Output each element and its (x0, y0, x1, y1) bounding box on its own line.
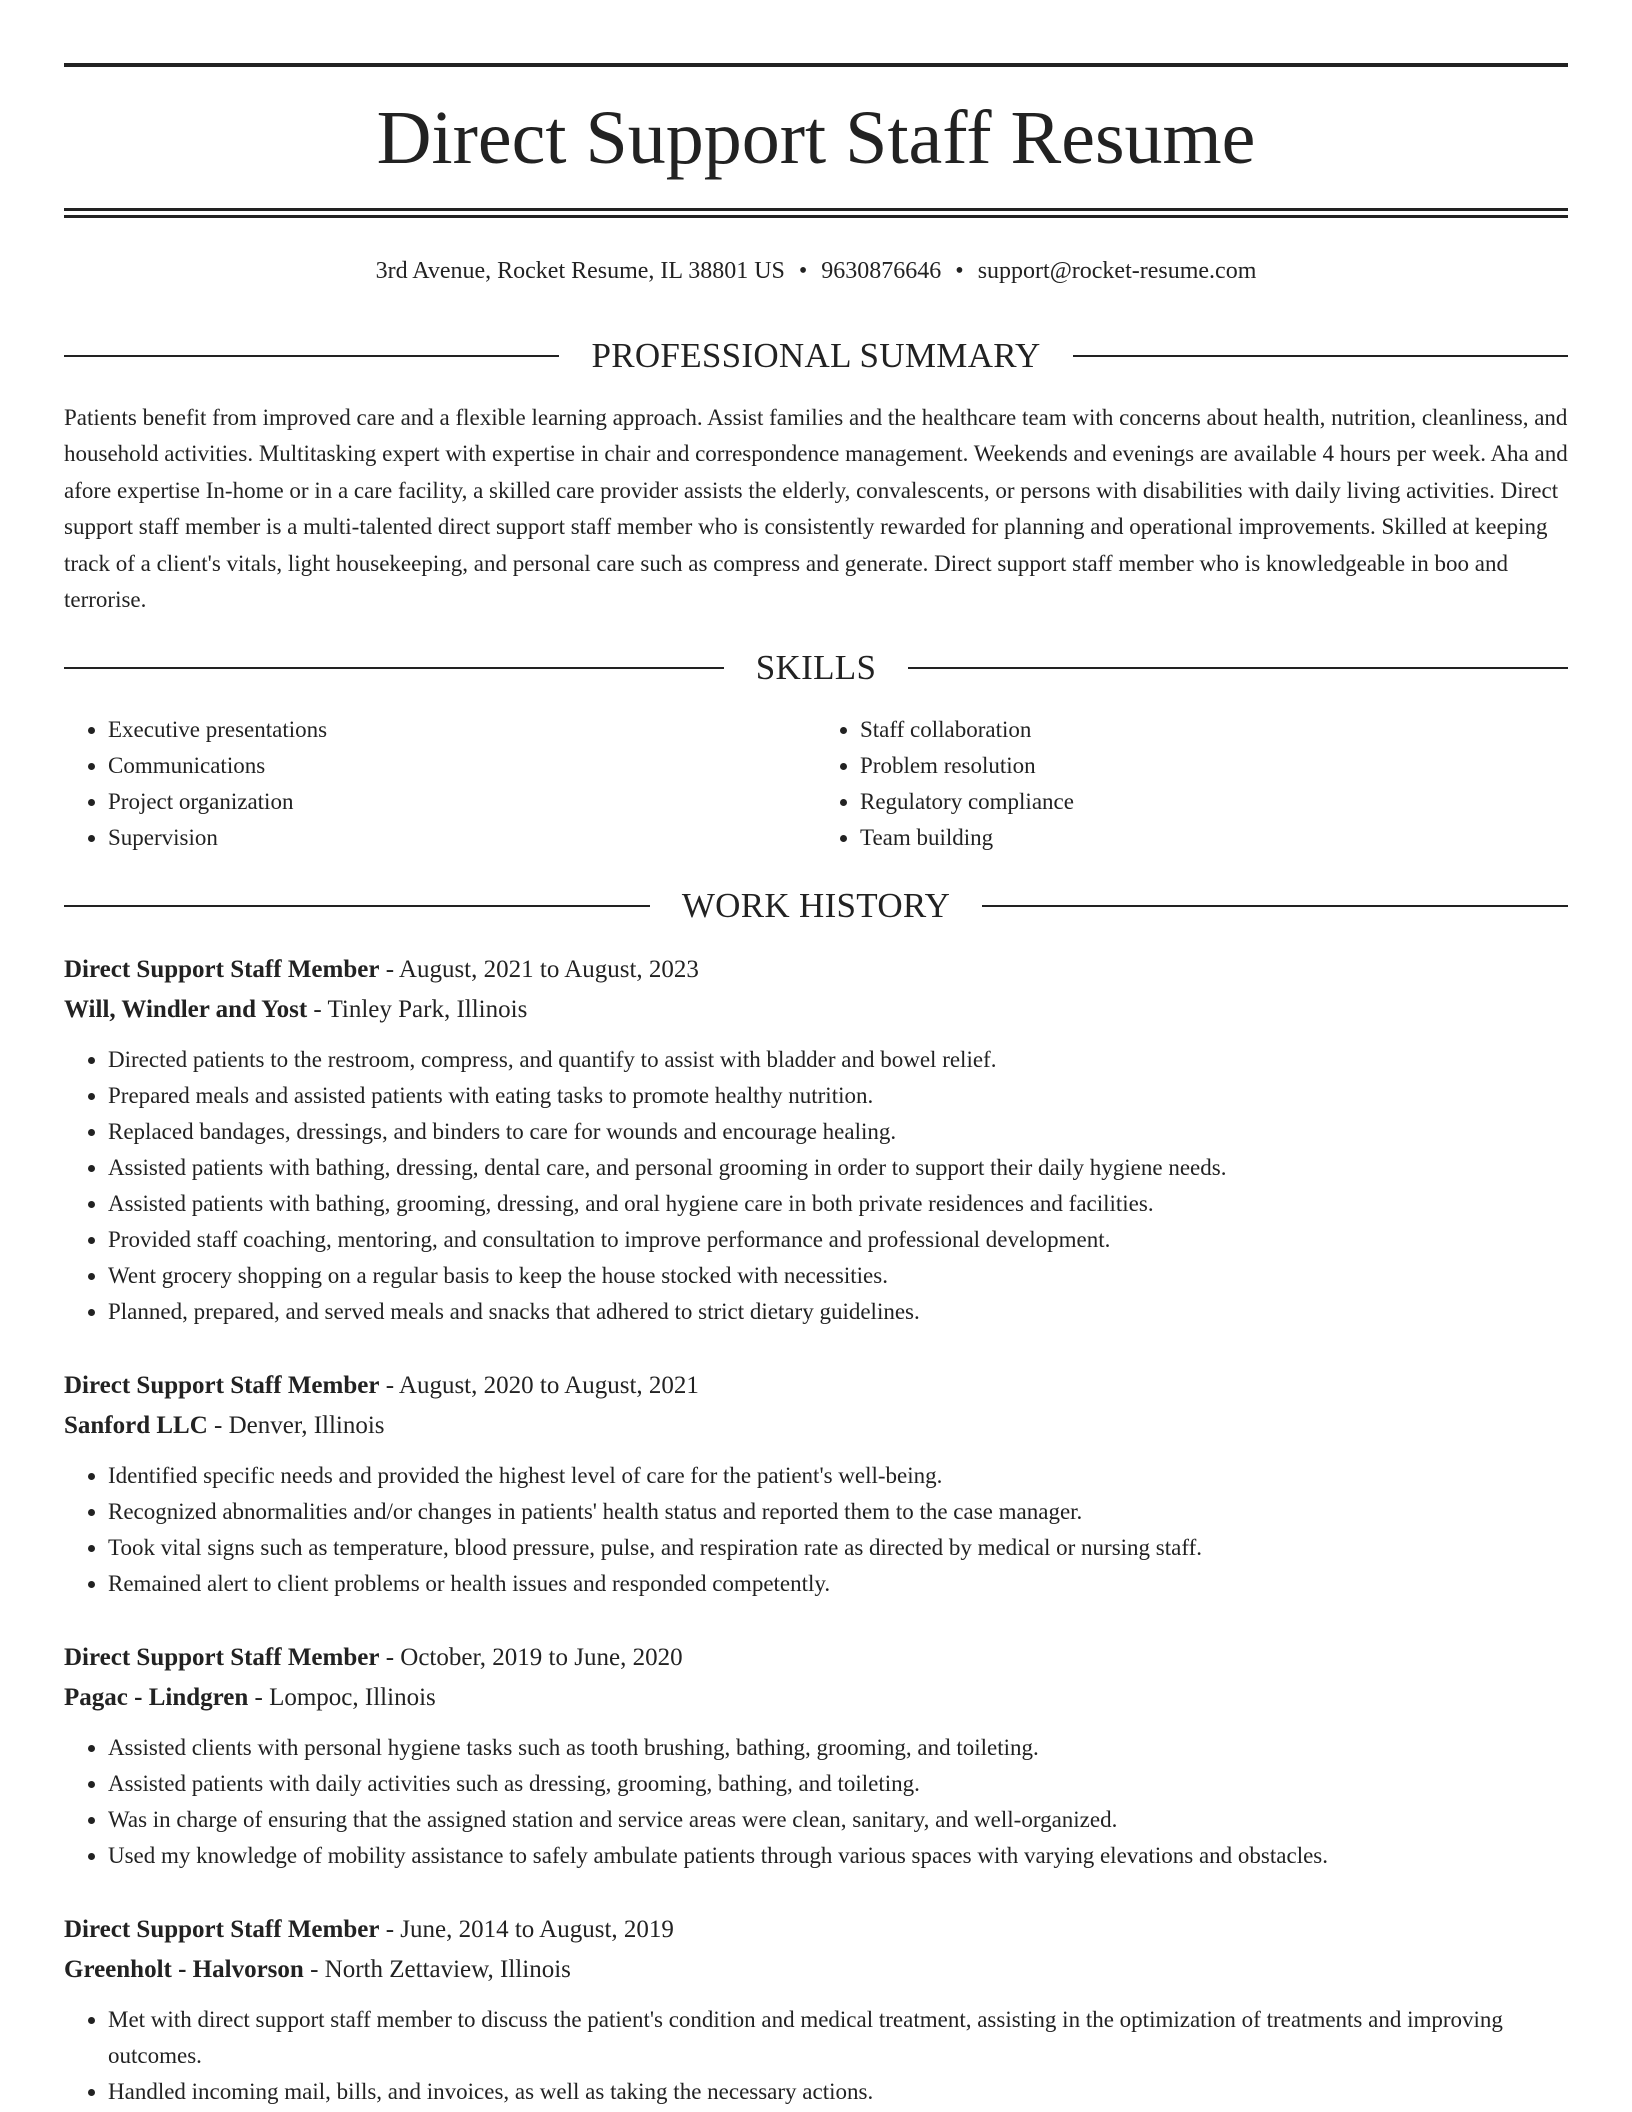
job-bullet: • Provided staff coaching, mentoring, and consultation to improve performance and professional development. (108, 1222, 1568, 1258)
job-company: Sanford LLC (64, 1412, 208, 1439)
job-bullet: • Assisted patients with daily activities such as dressing, grooming, bathing, and toileting. (108, 1766, 1568, 1802)
job-bullets (64, 1042, 1568, 1330)
job-bullet: • Assisted clients with personal hygiene tasks such as tooth brushing, bathing, grooming, and toileting. (108, 1730, 1568, 1766)
job-dates: - August, 2020 to August, 2021 (379, 1372, 699, 1399)
job-bullet: • Went grocery shopping on a regular basis to keep the house stocked with necessities. (108, 1258, 1568, 1294)
section-heading-label: SKILLS (755, 648, 877, 687)
job-dates: - August, 2021 to August, 2023 (379, 956, 699, 983)
job-bullet: • Met with direct support staff member to discuss the patient's condition and medical treatment, assisting in the optimization of treatments and improving outcomes. (108, 2002, 1568, 2074)
job-location: - Lompoc, Illinois (248, 1684, 436, 1711)
skill-item: • Project organization (108, 784, 816, 820)
job-company-line (64, 990, 1568, 1030)
skills-column-left (64, 712, 816, 856)
job-location: - North Zettaview, Illinois (303, 1956, 571, 1983)
contact-line (64, 252, 1568, 290)
job-title-line (64, 1638, 1568, 1678)
heading-rule-right (982, 905, 1568, 907)
skill-item: • Executive presentations (108, 712, 816, 748)
section-heading-summary (64, 336, 1568, 376)
job-bullets (64, 2002, 1568, 2110)
skill-item: • Supervision (108, 820, 816, 856)
job-bullets (64, 1730, 1568, 1874)
heading-rule-right (1073, 355, 1568, 357)
resume-title: Direct Support Staff Resume (376, 96, 1256, 180)
top-rule (64, 63, 1568, 67)
job-title-line (64, 950, 1568, 990)
job-bullet: • Was in charge of ensuring that the assigned station and service areas were clean, sanitary, and well-organized. (108, 1802, 1568, 1838)
job-location: - Tinley Park, Illinois (307, 996, 528, 1023)
skill-item: • Problem resolution (860, 748, 1568, 784)
skill-item: • Communications (108, 748, 816, 784)
title-double-rule (64, 208, 1568, 218)
section-heading-label: WORK HISTORY (681, 886, 951, 925)
job-company-line (64, 1950, 1568, 1990)
job-bullet: • Assisted patients with bathing, grooming, dressing, and oral hygiene care in both private residences and facilities. (108, 1186, 1568, 1222)
job-entry (64, 950, 1568, 1330)
job-role: Direct Support Staff Member (64, 1644, 380, 1671)
job-role: Direct Support Staff Member (64, 1916, 380, 1943)
job-entry (64, 1910, 1568, 2110)
job-role: Direct Support Staff Member (64, 1372, 380, 1399)
job-dates: - June, 2014 to August, 2019 (379, 1916, 674, 1943)
job-bullet: • Handled incoming mail, bills, and invoices, as well as taking the necessary actions. (108, 2074, 1568, 2110)
heading-rule-left (64, 355, 559, 357)
job-bullet: • Recognized abnormalities and/or changes in patients' health status and reported them to the case manager. (108, 1494, 1568, 1530)
job-location: - Denver, Illinois (207, 1412, 385, 1439)
summary-paragraph: Patients benefit from improved care and a flexible learning approach. Assist families and the healthcare team with concerns about health, nutrition, cleanliness, and household activities. Multitasking expert with expertise in chair and correspondence management. Weekends and evenings are available 4 hours per week. Aha and afore expertise In-home or in a care facility, a skilled care provider assists the elderly, convalescents, or persons with disabilities with daily living activities. Direct support staff member is a multi-talented direct support staff member who is consistently rewarded for planning and operational improvements. Skilled at keeping track of a client's vitals, light housekeeping, and personal care such as compress and generate. Direct support staff member who is knowledgeable in boo and terrorise. (64, 405, 1568, 613)
contact-separator: • (955, 258, 964, 284)
job-entry (64, 1638, 1568, 1874)
heading-rule-left (64, 905, 650, 907)
skill-item: • Team building (860, 820, 1568, 856)
job-bullet: • Remained alert to client problems or health issues and responded competently. (108, 1566, 1568, 1602)
job-bullet: • Assisted patients with bathing, dressing, dental care, and personal grooming in order to support their daily hygiene needs. (108, 1150, 1568, 1186)
job-entry (64, 1366, 1568, 1602)
job-dates: - October, 2019 to June, 2020 (379, 1644, 683, 1671)
job-company: Pagac - Lindgren (64, 1684, 249, 1711)
section-heading-skills (64, 648, 1568, 688)
job-bullet: • Used my knowledge of mobility assistance to safely ambulate patients through various spaces with varying elevations and obstacles. (108, 1838, 1568, 1874)
contact-email: support@rocket-resume.com (977, 258, 1257, 284)
job-bullets (64, 1458, 1568, 1602)
job-bullet: • Directed patients to the restroom, compress, and quantify to assist with bladder and bowel relief. (108, 1042, 1568, 1078)
job-bullet: • Replaced bandages, dressings, and binders to care for wounds and encourage healing. (108, 1114, 1568, 1150)
job-company-line (64, 1678, 1568, 1718)
job-company: Will, Windler and Yost (64, 996, 308, 1023)
heading-rule-right (908, 667, 1568, 669)
skills-list (64, 712, 1568, 856)
contact-phone: 9630876646 (821, 258, 942, 284)
job-bullet: • Planned, prepared, and served meals and snacks that adhered to strict dietary guidelines. (108, 1294, 1568, 1330)
skill-item: • Regulatory compliance (860, 784, 1568, 820)
job-company-line (64, 1406, 1568, 1446)
job-title-line (64, 1366, 1568, 1406)
job-title-line (64, 1910, 1568, 1950)
job-bullet: • Took vital signs such as temperature, blood pressure, pulse, and respiration rate as directed by medical or nursing staff. (108, 1530, 1568, 1566)
skill-item: • Staff collaboration (860, 712, 1568, 748)
job-bullet: • Prepared meals and assisted patients with eating tasks to promote healthy nutrition. (108, 1078, 1568, 1114)
job-bullet: • Identified specific needs and provided the highest level of care for the patient's well-being. (108, 1458, 1568, 1494)
section-heading-label: PROFESSIONAL SUMMARY (591, 336, 1041, 375)
skills-column-right (816, 712, 1568, 856)
contact-separator: • (798, 258, 808, 284)
job-company: Greenholt - Halvorson (64, 1956, 304, 1983)
contact-address: 3rd Avenue, Rocket Resume, IL 38801 US (375, 258, 785, 284)
heading-rule-left (64, 667, 724, 669)
section-heading-work-history (64, 886, 1568, 926)
job-role: Direct Support Staff Member (64, 956, 380, 983)
